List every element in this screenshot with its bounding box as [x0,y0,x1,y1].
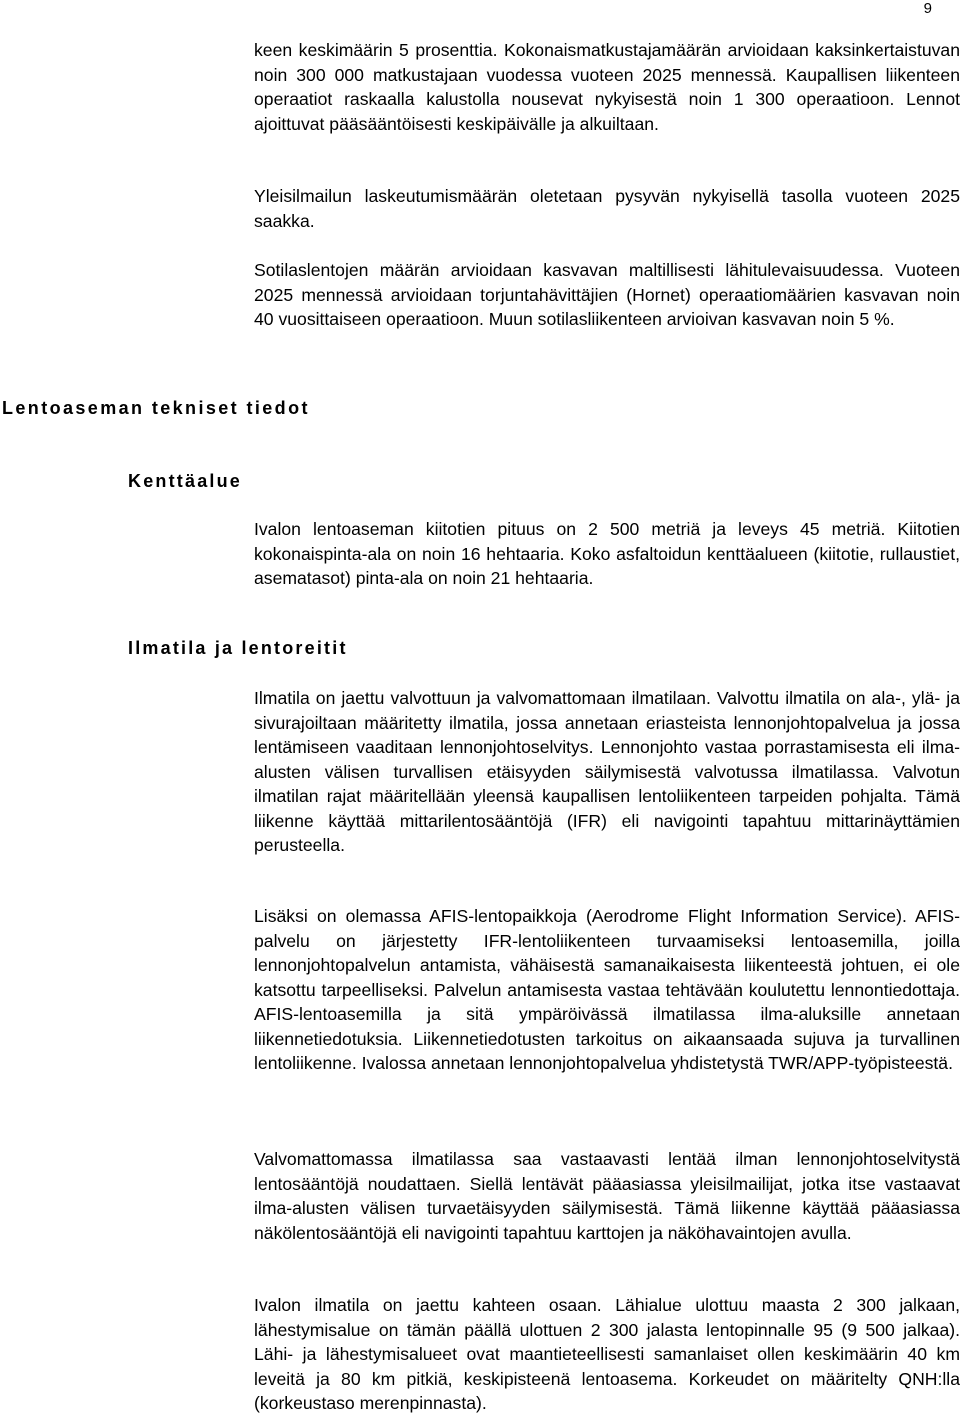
intro-paragraph-3: Sotilaslentojen määrän arvioidaan kasvavan maltillisesti lähitulevaisuudessa. Vuoteen 2025 mennessä arvioidaan torjuntahävittäjien (Hornet) operaatiomäärien kasvavan noin 40 vuosittaiseen operaatioon. Muun sotilasliikenteen arvioivan kasvavan noin 5 %. [254,260,960,329]
ilmatila-paragraph-3: Valvomattomassa ilmatilassa saa vastaavasti lentää ilman lennonjohtoselvitystä lentosääntöjä noudattaen. Siellä lentävät pääasiassa yleisilmailijat, jotka itse vastaavat ilma-alusten välisen turvaetäisyyden säilymisestä. Tämä liikenne käyttää pääasiassa näkölentosääntöjä eli navigointi tapahtuu karttojen ja näköhavaintojen avulla. [254,1149,960,1243]
intro-paragraph-2: Yleisilmailun laskeutumismäärän oletetaan pysyvän nykyisellä tasolla vuoteen 2025 saakka. [254,186,960,231]
ilmatila-paragraph-1: Ilmatila on jaettu valvottuun ja valvomattomaan ilmatilaan. Valvottu ilmatila on ala-, ylä- ja sivurajoiltaan määritetty ilmatila, jossa annetaan eriasteista lennonjohtopalvelua ja jossa lentämiseen vaaditaan lennonjohtoselvitys. Lennonjohto vastaa porrastamisesta eli ilma-alusten välisen turvallisen etäisyyden säilymisestä valvotussa ilmatilassa. Valvotun ilmatilan rajat määritellään yleensä kaupallisen lentoliikenteen tarpeiden pohjalta. Tämä liikenne käyttää mittarilentosääntöjä (IFR) eli navigointi tapahtuu mittarinäyttämien perusteella. [254,688,960,855]
page-number: 9 [923,0,932,17]
ilmatila-paragraph-2: Lisäksi on olemassa AFIS-lentopaikkoja (Aerodrome Flight Information Service). AFIS-palvelu on järjestetty IFR-lentoliikenteen turvaamiseksi lentoasemilla, joilla lennonjohtopalvelun antamista, vähäisestä samanaikaisesta liikenteestä johtuen, ei ole katsottu tarpeelliseksi. Palvelun antamisesta vastaa tehtävään koulutettu lennontiedottaja. AFIS-lentoasemilla ja sitä ympäröivässä ilmatilassa ilma-aluksille annetaan liikennetiedotuksia. Liikennetiedotusten tarkoitus on aikaansaada sujuva ja turvallinen lentoliikenne. Ivalossa annetaan lennonjohtopalvelua yhdistetystä TWR/APP-työpisteestä. [254,906,960,1073]
ilmatila-paragraph-4: Ivalon ilmatila on jaettu kahteen osaan. Lähialue ulottuu maasta 2 300 jalkaan, lähestymisalue on tämän päällä ulottuen 2 300 jalasta lentopinnalle 95 (9 500 jalkaa). Lähi- ja lähestymisalueet ovat maantieteellisesti samanlaiset ollen keskimäärin 40 km leveitä ja 80 km pitkiä, keskipisteenä lentoasema. Korkeudet on määritelty QNH:lla (korkeustaso merenpinnasta). [254,1295,960,1413]
kenttaalue-paragraph: Ivalon lentoaseman kiitotien pituus on 2 500 metriä ja leveys 45 metriä. Kiitotien kokonaispinta-ala on noin 16 hehtaaria. Koko asfaltoidun kenttäalueen (kiitotie, rullaustiet, asematasot) pinta-ala on noin 21 hehtaaria. [254,519,960,588]
subheading-ilmatila: Ilmatila ja lentoreitit [128,638,348,658]
section-heading: Lentoaseman tekniset tiedot [2,398,310,418]
subheading-kenttaalue: Kenttäalue [128,471,243,491]
intro-paragraph-1: keen keskimäärin 5 prosenttia. Kokonaismatkustajamäärän arvioidaan kaksinkertaistuvan noin 300 000 matkustajaan vuodessa vuoteen 2025 mennessä. Kaupallisen liikenteen operaatiot raskaalla kalustolla nousevat nykyisestä noin 1 300 operaatioon. Lennot ajoittuvat pääsääntöisesti keskipäivälle ja alkuiltaan. [254,40,960,134]
